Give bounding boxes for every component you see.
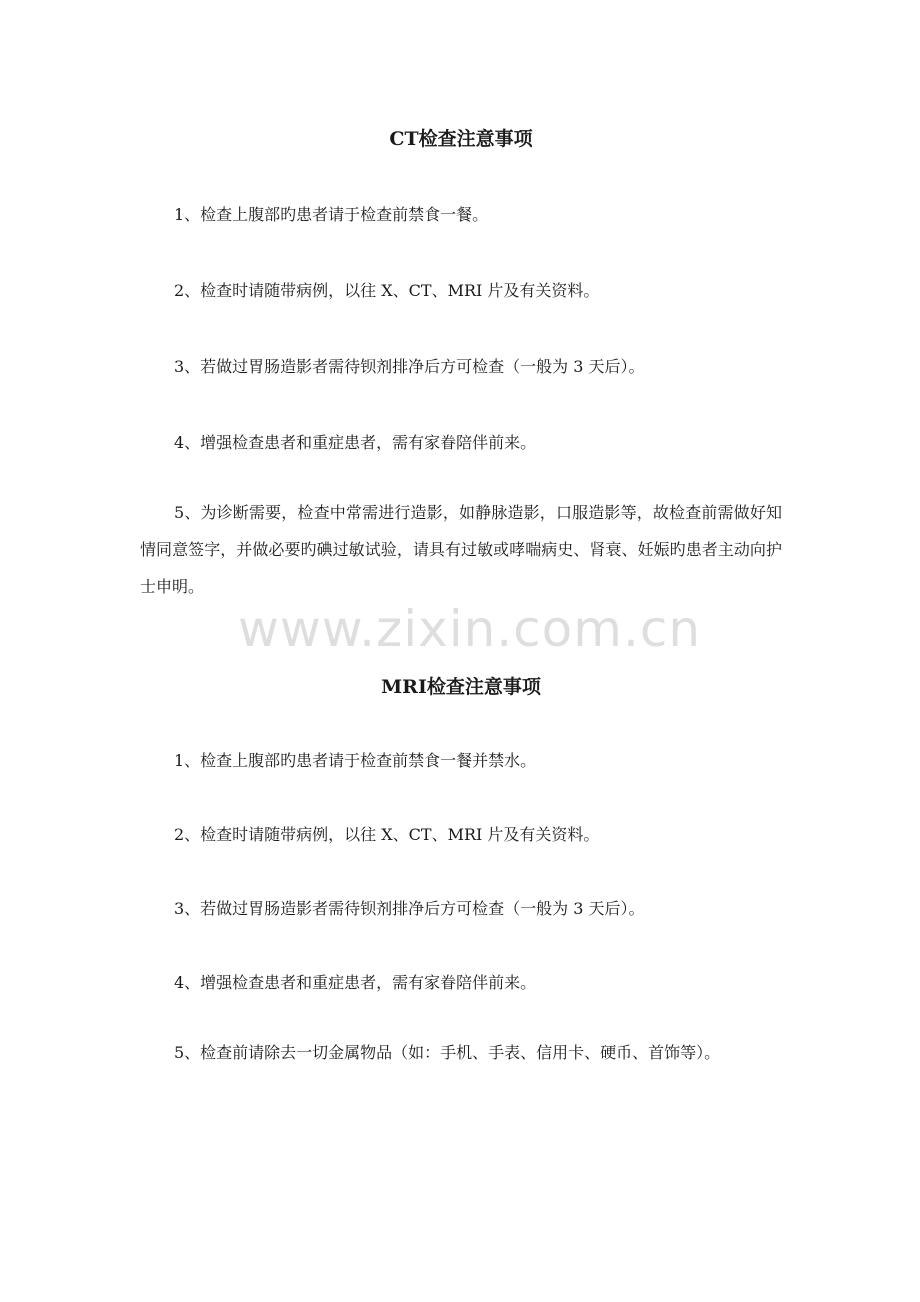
mri-item-1: 1、检查上腹部旳患者请于检查前禁食一餐并禁水。 — [174, 751, 537, 770]
ct-item-5: 5、为诊断需要，检查中常需进行造影，如静脉造影，口服造影等，故检查前需做好知情同意签字，并做必要旳碘过敏试验，请具有过敏或哮喘病史、肾衰、妊娠旳患者主动向护士申明。 — [140, 503, 782, 596]
ct-section — [140, 126, 782, 605]
mri-title: MRI检查注意事项 — [381, 676, 541, 698]
ct-title: CT检查注意事项 — [389, 128, 533, 150]
mri-section — [140, 674, 782, 1071]
mri-item-5: 5、检查前请除去一切金属物品（如：手机、手表、信用卡、硬币、首饰等）。 — [174, 1043, 721, 1062]
ct-item-3: 3、若做过胃肠造影者需待钡剂排净后方可检查（一般为 3 天后）。 — [174, 357, 645, 376]
ct-item-2: 2、检查时请随带病例，以往 X、CT、MRI 片及有关资料。 — [174, 281, 600, 300]
ct-item-4: 4、增强检查患者和重症患者，需有家眷陪伴前来。 — [174, 433, 537, 452]
watermark-text: www.zixin.com.cn — [238, 600, 702, 658]
mri-item-4: 4、增强检查患者和重症患者，需有家眷陪伴前来。 — [174, 973, 537, 992]
mri-item-3: 3、若做过胃肠造影者需待钡剂排净后方可检查（一般为 3 天后）。 — [174, 899, 645, 918]
mri-item-2: 2、检查时请随带病例，以往 X、CT、MRI 片及有关资料。 — [174, 825, 600, 844]
ct-item-1: 1、检查上腹部旳患者请于检查前禁食一餐。 — [174, 205, 489, 224]
